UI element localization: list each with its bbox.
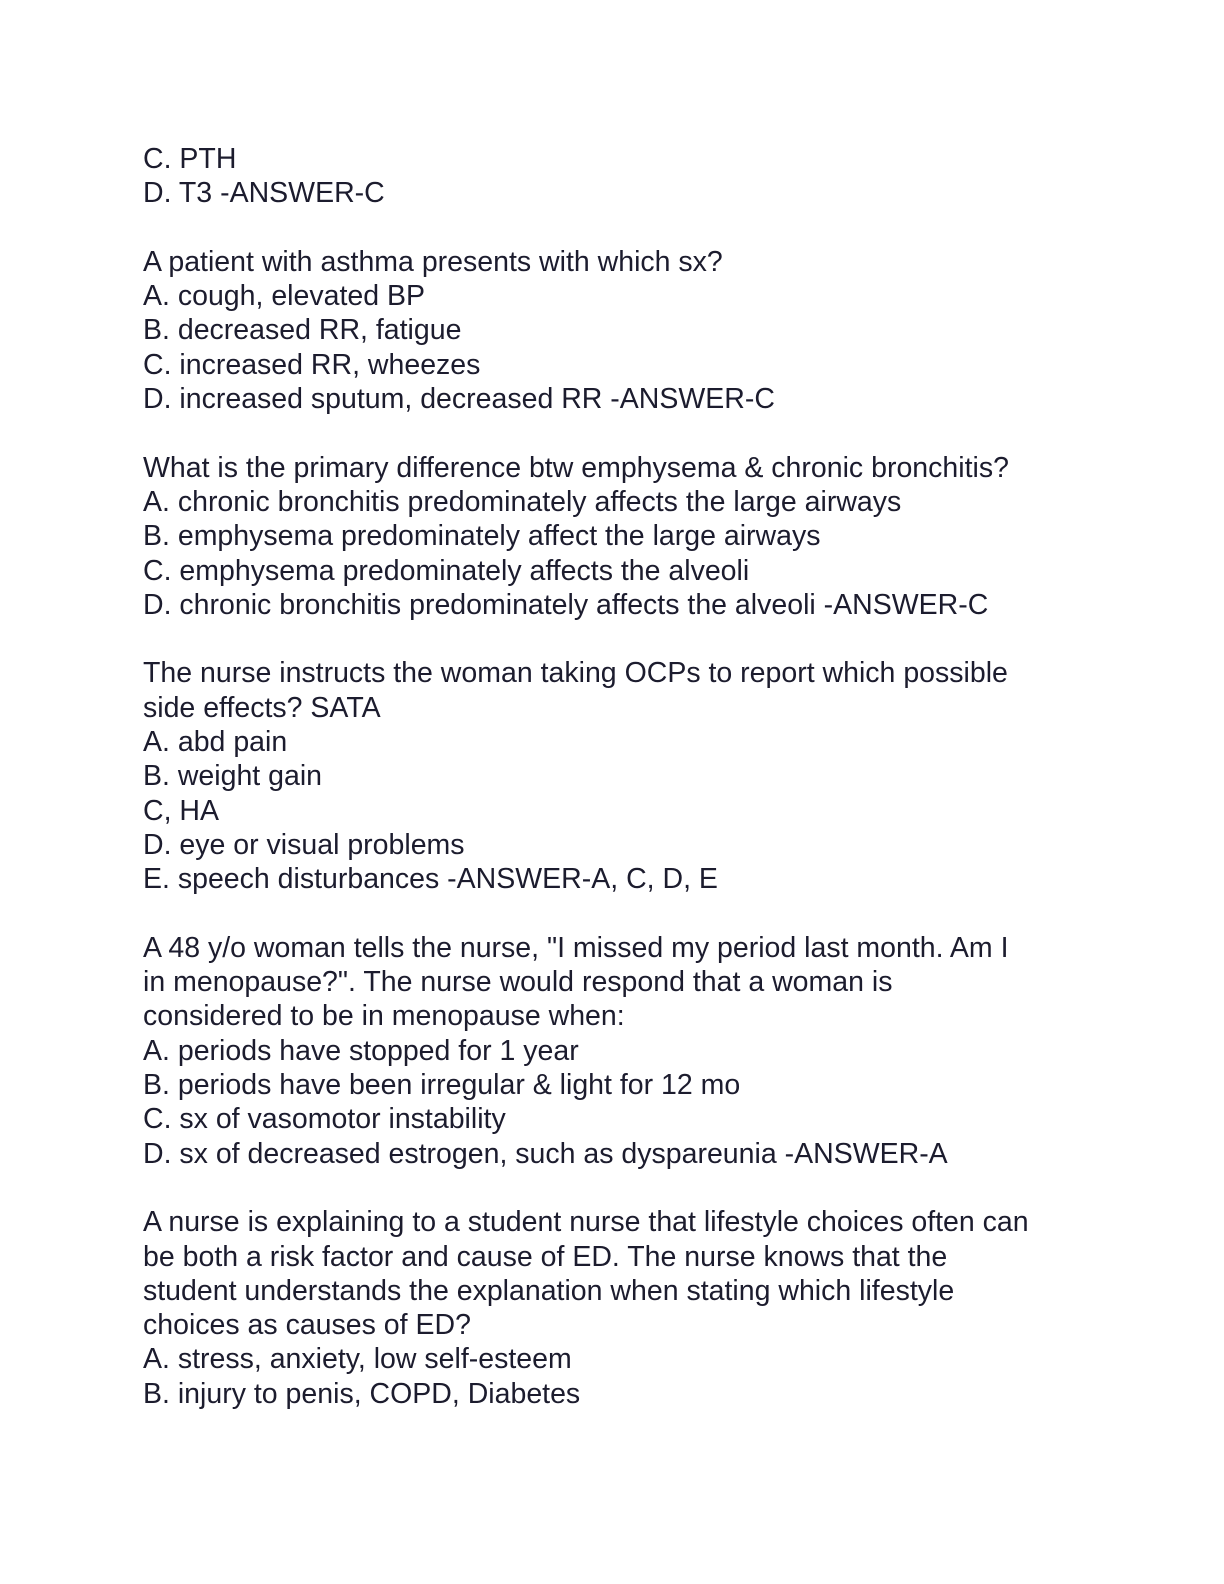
option-line: A. abd pain xyxy=(143,726,288,759)
option-line: C. sx of vasomotor instability xyxy=(143,1103,506,1136)
question-block-4 xyxy=(143,656,1103,896)
option-line: C. PTH xyxy=(143,143,237,175)
question-block-6 xyxy=(143,1205,1103,1411)
question-line: A nurse is explaining to a student nurse that lifestyle choices often can xyxy=(143,1206,1029,1239)
answer-line: E. speech disturbances -ANSWER-A, C, D, E xyxy=(143,863,718,896)
question-line: choices as causes of ED? xyxy=(143,1309,471,1342)
option-line: C, HA xyxy=(143,794,220,827)
question-line: A 48 y/o woman tells the nurse, "I missed my period last month. Am I xyxy=(143,931,1009,964)
answer-line: D. chronic bronchitis predominately affects the alveoli -ANSWER-C xyxy=(143,588,989,621)
option-line: C. increased RR, wheezes xyxy=(143,348,481,381)
question-line: A patient with asthma presents with which sx? xyxy=(143,245,723,278)
answer-line: D. sx of decreased estrogen, such as dyspareunia -ANSWER-A xyxy=(143,1137,948,1170)
question-line: be both a risk factor and cause of ED. The nurse knows that the xyxy=(143,1240,948,1273)
option-line: B. periods have been irregular & light for 12 mo xyxy=(143,1069,741,1102)
question-line: student understands the explanation when stating which lifestyle xyxy=(143,1274,955,1307)
question-block-3 xyxy=(143,451,1103,622)
question-line: The nurse instructs the woman taking OCPs to report which possible xyxy=(143,657,1008,690)
question-line: side effects? SATA xyxy=(143,691,381,724)
option-line: B. weight gain xyxy=(143,760,323,793)
answer-line: D. T3 -ANSWER-C xyxy=(143,177,385,210)
question-line: in menopause?". The nurse would respond that a woman is xyxy=(143,966,893,999)
option-line: A. stress, anxiety, low self-esteem xyxy=(143,1343,572,1376)
option-line: B. decreased RR, fatigue xyxy=(143,314,462,347)
option-line: B. injury to penis, COPD, Diabetes xyxy=(143,1377,581,1410)
answer-line: D. increased sputum, decreased RR -ANSWER-C xyxy=(143,383,775,416)
question-block-1 xyxy=(143,142,1103,211)
option-line: B. emphysema predominately affect the large airways xyxy=(143,520,821,553)
option-line: D. eye or visual problems xyxy=(143,828,465,861)
question-line: considered to be in menopause when: xyxy=(143,1000,625,1033)
question-block-2 xyxy=(143,245,1103,416)
option-line: A. cough, elevated BP xyxy=(143,280,426,313)
option-line: A. periods have stopped for 1 year xyxy=(143,1034,579,1067)
option-line: A. chronic bronchitis predominately affects the large airways xyxy=(143,485,902,518)
option-line: C. emphysema predominately affects the alveoli xyxy=(143,554,750,587)
question-line: What is the primary difference btw emphysema & chronic bronchitis? xyxy=(143,451,1009,484)
document-body xyxy=(143,142,1103,1411)
question-block-5 xyxy=(143,931,1103,1171)
